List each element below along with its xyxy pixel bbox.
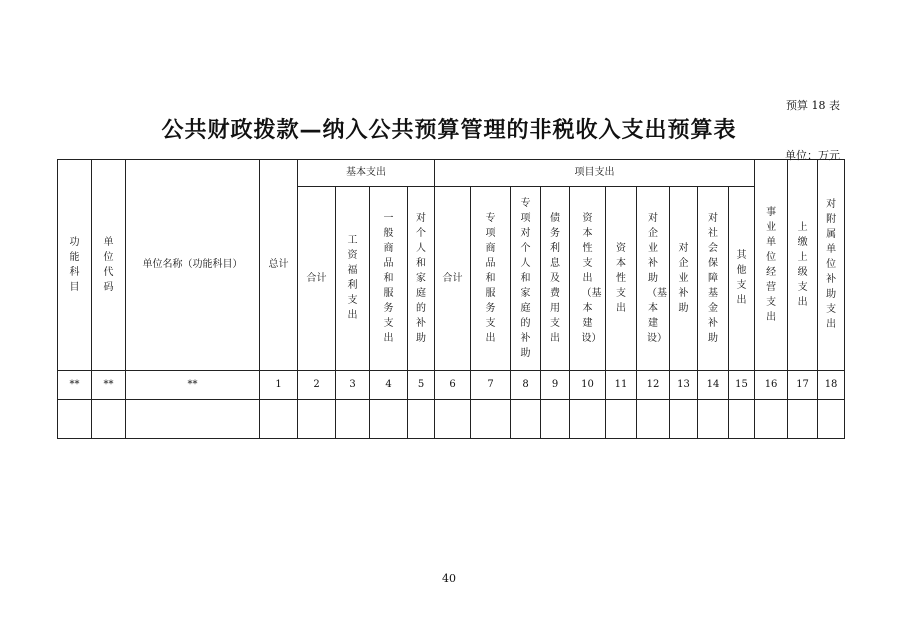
unit-label: 单位：万元 [785, 149, 840, 162]
empty-cell [126, 400, 260, 439]
header-unit-name: 单位名称（功能科目） [126, 160, 260, 371]
index-cell: 13 [670, 371, 698, 400]
header-project-social: 对社会保障基金补助 [698, 187, 729, 371]
header-upper: 上缴上级支出 [788, 160, 818, 371]
index-cell: 8 [511, 371, 541, 400]
header-basic-group: 基本支出 [298, 160, 435, 187]
empty-cell [298, 400, 336, 439]
empty-cell [92, 400, 126, 439]
header-project-family: 专项对个人和家庭的补助 [511, 187, 541, 371]
header-subsidiary: 对附属单位补助支出 [818, 160, 845, 371]
empty-cell [670, 400, 698, 439]
empty-cell [541, 400, 570, 439]
empty-cell [698, 400, 729, 439]
empty-cell [471, 400, 511, 439]
index-cell: 17 [788, 371, 818, 400]
header-basic-family: 对个人和家庭的补助 [408, 187, 435, 371]
form-number: 预算 18 表 [786, 99, 840, 112]
index-cell: 14 [698, 371, 729, 400]
index-cell: 4 [370, 371, 408, 400]
header-project-other: 其他支出 [729, 187, 755, 371]
index-cell: ** [58, 371, 92, 400]
header-project-debt: 债务利息及费用支出 [541, 187, 570, 371]
empty-cell [788, 400, 818, 439]
header-business: 事业单位经营支出 [755, 160, 788, 371]
header-project-ent: 对企业补助 [670, 187, 698, 371]
index-cell: 2 [298, 371, 336, 400]
page-title: 公共财政拨款—纳入公共预算管理的非税收入支出预算表 [161, 118, 737, 143]
empty-cell [408, 400, 435, 439]
header-project-capital-build: 资本性支出（基本建设） [570, 187, 606, 371]
empty-cell [336, 400, 370, 439]
empty-cell [260, 400, 298, 439]
empty-data-row [58, 400, 845, 439]
empty-cell [729, 400, 755, 439]
index-cell: 16 [755, 371, 788, 400]
index-cell: 1 [260, 371, 298, 400]
empty-cell [637, 400, 670, 439]
header-project-total: 合计 [435, 187, 471, 371]
index-cell: 5 [408, 371, 435, 400]
index-cell: ** [126, 371, 260, 400]
header-basic-goods: 一般商品和服务支出 [370, 187, 408, 371]
empty-cell [570, 400, 606, 439]
index-cell: 11 [606, 371, 637, 400]
empty-cell [435, 400, 471, 439]
page-number: 40 [442, 572, 456, 585]
header-basic-total: 合计 [298, 187, 336, 371]
header-project-capital: 资本性支出 [606, 187, 637, 371]
header-basic-salary: 工资福利支出 [336, 187, 370, 371]
empty-cell [58, 400, 92, 439]
index-cell: 12 [637, 371, 670, 400]
empty-cell [511, 400, 541, 439]
index-row [58, 371, 845, 400]
header-total: 总计 [260, 160, 298, 371]
index-cell: 10 [570, 371, 606, 400]
empty-cell [755, 400, 788, 439]
header-unit-code: 单位代码 [92, 160, 126, 371]
empty-cell [818, 400, 845, 439]
index-cell: 3 [336, 371, 370, 400]
index-cell: 7 [471, 371, 511, 400]
index-cell: ** [92, 371, 126, 400]
budget-table [57, 159, 845, 439]
index-cell: 15 [729, 371, 755, 400]
index-cell: 18 [818, 371, 845, 400]
header-project-goods: 专项商品和服务支出 [471, 187, 511, 371]
header-project-group: 项目支出 [435, 160, 755, 187]
empty-cell [370, 400, 408, 439]
header-project-ent-build: 对企业补助（基本建设） [637, 187, 670, 371]
empty-cell [606, 400, 637, 439]
index-cell: 9 [541, 371, 570, 400]
header-func-code: 功能科目 [58, 160, 92, 371]
index-cell: 6 [435, 371, 471, 400]
